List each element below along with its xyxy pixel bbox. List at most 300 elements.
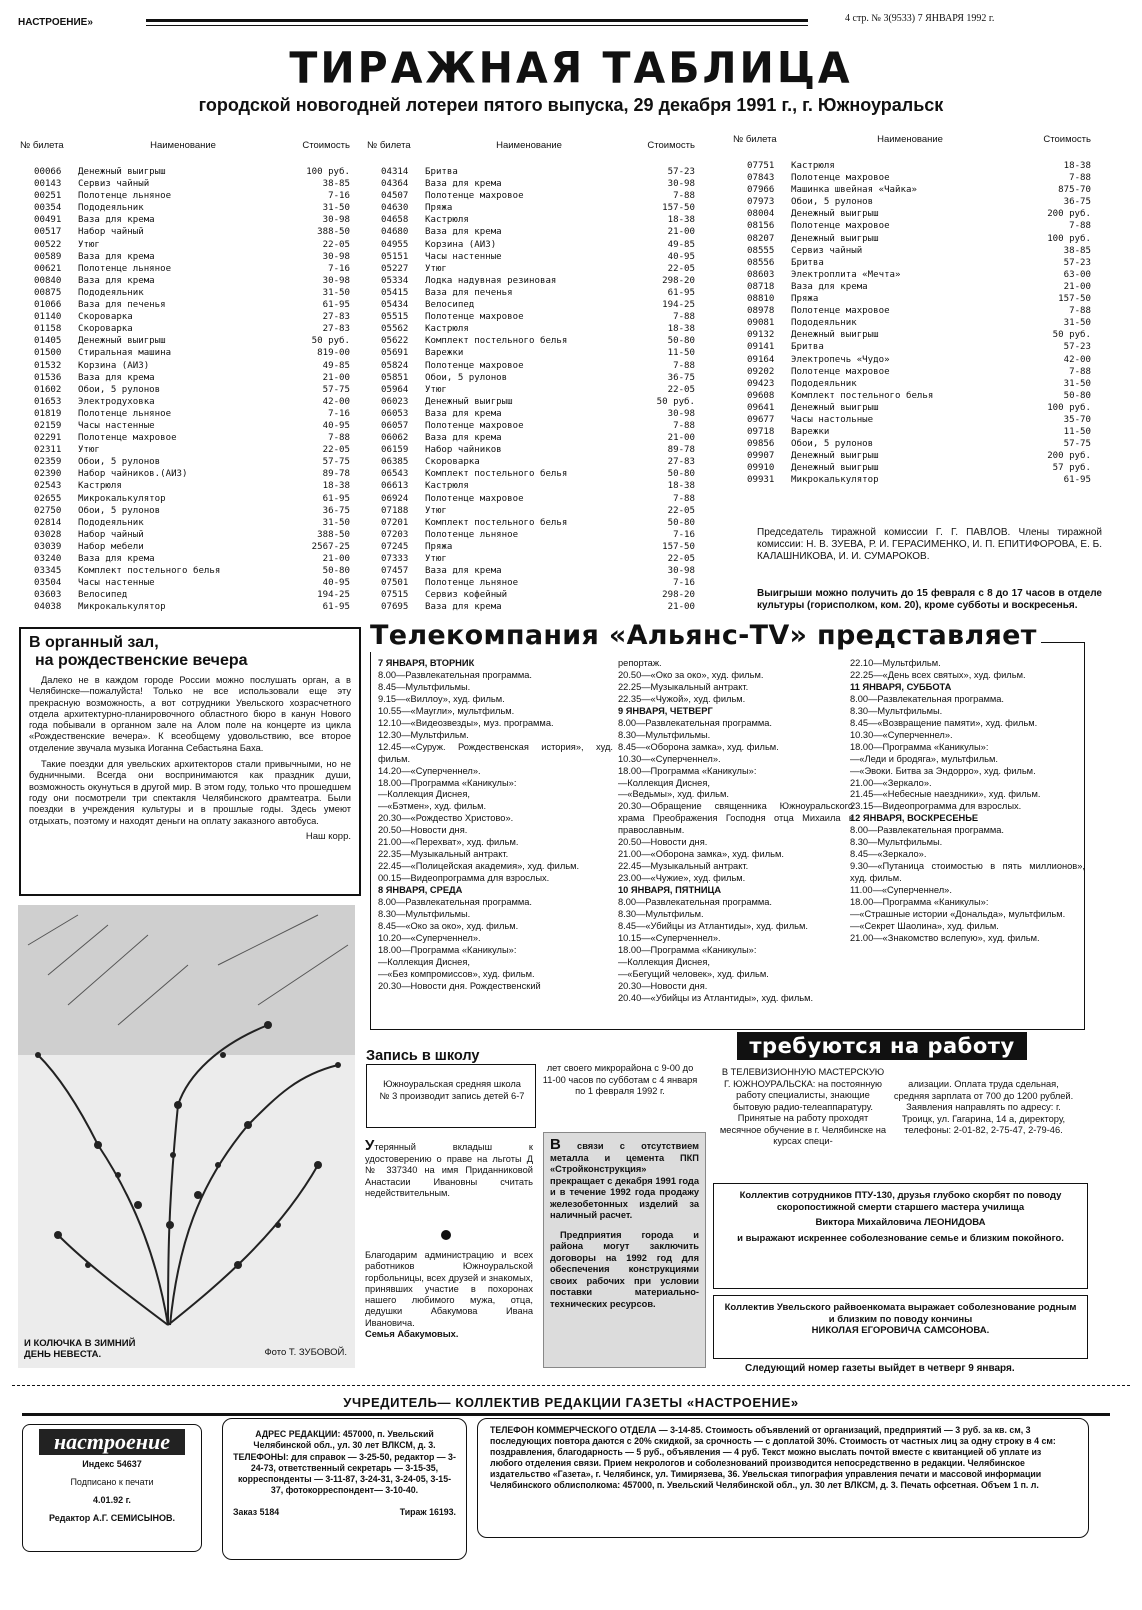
prize-price: 50-80	[667, 469, 695, 480]
tv-program-line: 18.00—Программа «Каникулы»:	[618, 944, 757, 955]
prize-name: Часы настенные	[78, 420, 155, 431]
newspaper-name: НАСТРОЕНИЕ»	[18, 17, 93, 28]
prize-price: 21-00	[667, 433, 695, 444]
tv-program-line: 21.00—«Перехват», худ. фильм.	[378, 837, 519, 848]
prize-name: Скороварка	[425, 457, 480, 468]
prize-price: 27-83	[322, 312, 350, 323]
lottery-header-ticket: № билета	[20, 140, 64, 151]
prize-price: 38-85	[1063, 245, 1091, 256]
ticket-number: 08603	[747, 269, 775, 280]
organ-signature: Наш корр.	[305, 830, 351, 842]
tv-program-line: 8.45—Мультфильмы.	[378, 681, 471, 692]
tv-program-line: 20.30—Новости дня. Рождественский	[378, 980, 541, 991]
prize-price: 57-75	[322, 384, 350, 395]
prize-name: Комплект постельного белья	[78, 566, 221, 577]
ticket-number: 07457	[381, 566, 409, 577]
ticket-number: 03240	[34, 554, 62, 564]
lottery-header	[733, 134, 1091, 160]
lottery-row	[20, 408, 350, 420]
ticket-number: 09641	[747, 402, 775, 413]
organ-paragraph-2: Такие поездки для увельских архитекторов стали привычными, но не будничными. Всегда они воспринимаются как праздник души, возможность окунуться в другой мир. В этом году, только что прошедшем году они посмотрели три спектакля Челябинского драмтеатра. Были поездки в учреждения культуры и в прошлые годы. Здесь умеют отдыхать, поэтому и находят деньги на оплату заказного автобуса.	[29, 759, 351, 826]
prize-price: 298-20	[662, 275, 695, 286]
lottery-header-price: Стоимость	[302, 140, 350, 151]
ticket-number: 03504	[34, 578, 62, 589]
prize-name: Полотенце махровое	[791, 173, 890, 184]
prize-name: Стиральная машина	[78, 348, 172, 359]
lottery-row	[733, 172, 1091, 184]
metal-paragraph-2: Предприятия города и района могут заключить договоры на 1992 год для обеспечения конструкциями своих рабочих при условии поставки материально-технических ресурсов.	[550, 1229, 699, 1309]
ticket-number: 02390	[34, 469, 62, 480]
tv-program-line: 18.00—Программа «Каникулы»:	[378, 944, 517, 955]
lottery-row	[20, 178, 350, 190]
lottery-row	[367, 275, 695, 287]
prize-price: 7-88	[1069, 366, 1091, 377]
tv-title: Телекомпания «Альянс-TV» представляет	[366, 620, 1041, 652]
bullet-dot	[441, 1230, 451, 1240]
prize-price: 22-05	[667, 554, 695, 564]
tv-program-line: 21.00—«Знакомство вслепую», худ. фильм.	[850, 932, 1040, 943]
prize-name: Ваза для крема	[425, 179, 502, 190]
tv-program-line: 20.40—«Убийцы из Атлантиды», худ. фильм.	[618, 992, 814, 1003]
tv-program-line: —«Ведьмы», худ. фильм.	[618, 789, 729, 800]
jobs-text-left: В ТЕЛЕВИЗИОННУЮ МАСТЕРСКУЮ Г. ЮЖНОУРАЛЬСКА: на постоянную работу специалисты, знающие бытовую радио-телеаппаратуру. Принятые на работу проходят месячное обучение в г. Челябинске на курсах специ-	[719, 1067, 887, 1146]
lottery-row	[733, 329, 1091, 341]
lottery-row	[367, 420, 695, 432]
newspaper-logo: настроение	[39, 1429, 185, 1455]
ticket-number: 02543	[34, 481, 62, 492]
masthead-rule	[146, 19, 808, 26]
tv-program-line: 00.15—Видеопрограмма для взрослых.	[378, 873, 550, 884]
ticket-number: 01500	[34, 348, 62, 359]
tv-program-line: 18.00—Программа «Каникулы»:	[378, 777, 517, 788]
photo-credit: Фото Т. ЗУБОВОЙ.	[264, 1346, 347, 1358]
prize-price: 11-50	[667, 348, 695, 359]
lottery-row	[367, 178, 695, 190]
prize-name: Кастрюля	[78, 481, 122, 492]
prize-name: Денежный выигрыш	[791, 233, 879, 244]
lottery-row	[20, 239, 350, 251]
prize-price: 157-50	[662, 541, 695, 552]
plant-illustration	[18, 905, 355, 1368]
prize-price: 50-80	[1063, 390, 1091, 401]
ticket-number: 09202	[747, 366, 775, 377]
prize-name: Комплект постельного белья	[425, 336, 568, 347]
commission-text: Председатель тиражной комиссии Г. Г. ПАВЛОВ. Члены тиражной комиссии: Н. В. ЗУЕВА, Р. И. ГЕРАСИМЕНКО, И. П. ЕПИТИФОРОВА, Е. Б. КАЛАШНИКОВА, И. И. СУМАРОКОВ.	[757, 527, 1102, 562]
prize-name: Корзина (АИЗ)	[78, 360, 150, 371]
prize-price: 7-88	[673, 420, 695, 431]
organ-paragraph-1: Далеко не в каждом городе России можно послушать орган, а в Челябинске—пожалуйста! Только не все использовали еще эту прекрасную возможность, а вот сотрудники Увельского хозрасчетного отдела архитектурно-планировочного областного бюро в канун Нового года побывали в органном зале на Алом поле на концерте из цикла «Рождественские вечера». К всеобщему удовольствию, все второе отделение звучала музыка Иоганна Себастьяна Баха.	[29, 675, 351, 753]
ticket-number: 00522	[34, 239, 62, 250]
ticket-number: 06543	[381, 469, 409, 480]
prize-name: Денежный выигрыш	[791, 402, 879, 413]
prize-name: Полотенце льняное	[425, 578, 519, 589]
ticket-number: 00491	[34, 215, 62, 226]
lottery-row	[733, 233, 1091, 245]
ticket-number: 00621	[34, 263, 62, 274]
prize-name: Ваза для крема	[425, 566, 502, 577]
lottery-row	[20, 444, 350, 456]
prize-price: 36-75	[667, 372, 695, 383]
prize-price: 30-98	[667, 179, 695, 190]
ticket-number: 07333	[381, 554, 409, 564]
lottery-row	[367, 480, 695, 492]
lottery-row	[367, 577, 695, 589]
lottery-row	[367, 565, 695, 577]
tv-program-line: 14.20—«Суперченнел».	[378, 765, 481, 776]
prize-price: 30-98	[667, 566, 695, 577]
lottery-row	[20, 396, 350, 408]
lottery-row	[367, 299, 695, 311]
jobs-text-right: ализации. Оплата труда сдельная, средняя зарплата от 700 до 1200 рублей. Заявления направлять по адресу: г. Троицк, ул. Гагарина, 14 а, директору, телефоны: 2-01-82, 2-75-47, 2-79-46.	[893, 1079, 1074, 1135]
prize-name: Ваза для крема	[791, 281, 868, 292]
prize-name: Микрокалькулятор	[78, 602, 166, 613]
prize-name: Часы настенные	[78, 578, 155, 589]
ticket-number: 04038	[34, 602, 62, 613]
lottery-row	[20, 577, 350, 589]
ticket-number: 05515	[381, 312, 409, 323]
ticket-number: 07695	[381, 602, 409, 613]
prize-price: 18-38	[667, 324, 695, 335]
prize-price: 40-95	[322, 420, 350, 431]
lottery-row	[367, 553, 695, 565]
tv-program-line: 8.00—Развлекательная программа.	[378, 897, 533, 908]
prize-price: 22-05	[322, 445, 350, 456]
prize-name: Электропечь «Чудо»	[791, 354, 890, 365]
prize-price: 200 руб.	[1047, 209, 1091, 220]
prize-name: Скороварка	[78, 324, 133, 335]
prize-name: Денежный выигрыш	[791, 330, 879, 341]
prize-name: Утюг	[425, 263, 447, 274]
prize-price: 100 руб.	[1047, 233, 1091, 244]
tv-program-line: 8.30—Мультфильм.	[618, 909, 704, 920]
tv-program-line: 8.00—Развлекательная программа.	[378, 669, 533, 680]
prize-price: 61-95	[667, 287, 695, 298]
lottery-row	[20, 166, 350, 178]
prize-price: 7-88	[673, 360, 695, 371]
lottery-row	[20, 287, 350, 299]
tv-program-line: 18.00—Программа «Каникулы»:	[850, 741, 989, 752]
prize-price: 89-78	[667, 445, 695, 456]
lottery-row	[733, 354, 1091, 366]
prize-name: Пододеяльник	[78, 287, 144, 298]
prize-name: Корзина (АИЗ)	[425, 239, 497, 250]
ticket-number: 03345	[34, 566, 62, 577]
tv-program-line: 11.00—«Суперченнел».	[850, 885, 952, 896]
metal-dropcap: В	[550, 1136, 561, 1153]
tv-program-line: 8.45—«Око за око», худ. фильм.	[378, 920, 519, 931]
lottery-row	[20, 565, 350, 577]
lottery-title: ТИРАЖНАЯ ТАБЛИЦА	[289, 42, 853, 94]
prize-name: Ваза для крема	[425, 408, 502, 419]
lottery-row	[733, 293, 1091, 305]
lottery-row	[20, 553, 350, 565]
lottery-row	[367, 589, 695, 601]
lottery-row	[20, 202, 350, 214]
prize-price: 18-38	[1063, 161, 1091, 171]
prize-price: 2567-25	[311, 541, 350, 552]
tv-program-line: 8.00—Развлекательная программа.	[618, 897, 773, 908]
lottery-row	[20, 299, 350, 311]
lottery-row	[20, 601, 350, 613]
tv-day-heading: 7 ЯНВАРЯ, ВТОРНИК	[378, 658, 475, 668]
prize-name: Ваза для крема	[78, 275, 155, 286]
condolence-2-name: НИКОЛАЯ ЕГОРОВИЧА САМСОНОВА.	[811, 1325, 990, 1336]
organ-article	[19, 627, 361, 896]
prize-name: Пододеяльник	[78, 203, 144, 214]
ticket-number: 01066	[34, 300, 62, 311]
lottery-row	[367, 601, 695, 613]
prize-name: Денежный выигрыш	[791, 209, 879, 220]
ticket-number: 01653	[34, 396, 62, 407]
prize-price: 22-05	[667, 384, 695, 395]
ticket-number: 09423	[747, 378, 775, 389]
prize-name: Кастрюля	[425, 215, 469, 226]
prize-price: 61-95	[322, 300, 350, 311]
prize-price: 31-50	[322, 203, 350, 214]
tv-program-line: 10.20—«Суперченнел».	[378, 932, 481, 943]
prize-name: Утюг	[78, 239, 100, 250]
prize-name: Обои, 5 рулонов	[791, 439, 874, 450]
print-run: Тираж 16193.	[399, 1506, 456, 1517]
ticket-number: 02159	[34, 420, 62, 431]
prize-price: 50-80	[667, 517, 695, 528]
ticket-number: 06053	[381, 408, 409, 419]
lottery-row	[367, 456, 695, 468]
tv-program-line: 8.45—«Оборона замка», худ. фильм.	[618, 741, 779, 752]
school-text-1: Южноуральская средняя школа № 3 производит запись детей 6-7	[366, 1064, 536, 1128]
prize-name: Обои, 5 рулонов	[791, 197, 874, 208]
prize-name: Ваза для крема	[425, 433, 502, 444]
lottery-row	[20, 251, 350, 263]
tv-program-line: 8.00—Развлекательная программа.	[618, 717, 773, 728]
prize-price: 18-38	[322, 481, 350, 492]
tv-program-line: —«Страшные истории «Дональда», мультфильм.	[850, 909, 1066, 920]
tv-program-line: 20.50—Новости дня.	[378, 825, 468, 836]
prize-price: 89-78	[322, 469, 350, 480]
lottery-row	[367, 263, 695, 275]
prize-name: Микрокалькулятор	[791, 475, 879, 486]
prize-name: Сервиз кофейный	[425, 590, 508, 601]
prize-name: Утюг	[425, 505, 447, 516]
lottery-row	[367, 239, 695, 251]
lottery-row	[367, 311, 695, 323]
lottery-row	[733, 160, 1091, 172]
prize-price: 57-75	[322, 457, 350, 468]
lottery-row	[733, 462, 1091, 474]
lottery-row	[733, 220, 1091, 232]
lottery-row	[367, 347, 695, 359]
school-text-2: лет своего микрорайона с 9-00 до 11-00 часов по субботам с 4 января по 1 февраля 1992 г.	[542, 1063, 698, 1096]
lottery-row	[20, 384, 350, 396]
lottery-row	[733, 208, 1091, 220]
ticket-number: 02291	[34, 433, 62, 444]
ticket-number: 07245	[381, 541, 409, 552]
signed-to-print: Подписано к печати	[70, 1477, 154, 1487]
ticket-number: 05415	[381, 287, 409, 298]
ticket-number: 01405	[34, 336, 62, 347]
lottery-row	[367, 432, 695, 444]
condolence-1	[713, 1183, 1088, 1289]
tv-column-2	[618, 658, 853, 1030]
tv-program-line: 10.55—«Маугли», мультфильм.	[378, 705, 515, 716]
tv-program-line: 8.30—Мультфильмы.	[378, 909, 471, 920]
lottery-row	[20, 335, 350, 347]
prize-price: 7-16	[328, 263, 350, 274]
lottery-header-price: Стоимость	[1043, 134, 1091, 145]
tv-program-line: 22.25—Музыкальный антракт.	[618, 681, 749, 692]
ticket-number: 03028	[34, 529, 62, 540]
ticket-number: 08156	[747, 221, 775, 232]
prize-price: 30-98	[322, 215, 350, 226]
ticket-number: 05824	[381, 360, 409, 371]
prize-price: 40-95	[667, 251, 695, 262]
ticket-number: 09141	[747, 342, 775, 353]
prize-price: 31-50	[1063, 318, 1091, 329]
ticket-number: 08004	[747, 209, 775, 220]
prize-name: Ваза для крема	[425, 227, 502, 238]
tv-day-heading: 9 ЯНВАРЯ, ЧЕТВЕРГ	[618, 705, 713, 716]
prize-name: Полотенце льняное	[78, 263, 172, 274]
lottery-row	[20, 311, 350, 323]
prize-name: Полотенце махровое	[791, 221, 890, 232]
photo-caption-line-1: И КОЛЮЧКА В ЗИМНИЙ	[24, 1338, 136, 1349]
prize-price: 31-50	[1063, 378, 1091, 389]
tv-program-line: 10.15—«Суперченнел».	[618, 932, 721, 943]
lottery-row	[733, 450, 1091, 462]
prize-price: 7-16	[673, 578, 695, 589]
condolence-2	[713, 1295, 1088, 1359]
ticket-number: 09132	[747, 330, 775, 341]
tv-program-line: —«Эвоки. Битва за Эндорро», худ. фильм.	[850, 765, 1036, 776]
prize-price: 7-88	[328, 433, 350, 444]
lottery-row	[733, 402, 1091, 414]
tv-program-line: репортаж.	[618, 658, 662, 668]
lottery-header	[367, 140, 695, 166]
tv-program-line: 9.30—«Путаница стоимостью в пять миллионов», худ. фильм.	[850, 861, 1085, 884]
lottery-row	[733, 305, 1091, 317]
prize-name: Полотенце махровое	[425, 493, 524, 504]
ticket-number: 07201	[381, 517, 409, 528]
ticket-number: 08718	[747, 281, 775, 292]
ticket-number: 01819	[34, 408, 62, 419]
ticket-number: 03603	[34, 590, 62, 601]
school-title: Запись в школу	[366, 1048, 480, 1064]
organ-title-1: В органный зал,	[29, 634, 159, 651]
prize-name: Пряжа	[425, 203, 453, 214]
signed-date: 4.01.92 г.	[93, 1495, 131, 1505]
prize-name: Ваза для крема	[78, 554, 155, 564]
prize-name: Скороварка	[78, 312, 133, 323]
prize-price: 194-25	[662, 300, 695, 311]
prize-name: Варежки	[425, 348, 464, 359]
prize-price: 7-88	[673, 312, 695, 323]
prize-name: Часы настенные	[425, 251, 502, 262]
lost-dropcap: У	[365, 1137, 375, 1154]
prize-price: 194-25	[317, 590, 350, 601]
ticket-number: 09856	[747, 439, 775, 450]
condolence-1-end: и выражают искреннее соболезнование семье и близким покойного.	[737, 1232, 1064, 1244]
lottery-row	[733, 196, 1091, 208]
ticket-number: 02750	[34, 505, 62, 516]
ticket-number: 05851	[381, 372, 409, 383]
ticket-number: 05691	[381, 348, 409, 359]
prize-name: Велосипед	[425, 300, 475, 311]
prize-price: 21-00	[667, 602, 695, 613]
lottery-row	[733, 414, 1091, 426]
prize-name: Ваза для печенья	[425, 287, 513, 298]
lottery-row	[367, 226, 695, 238]
lottery-row	[367, 529, 695, 541]
lottery-row	[20, 456, 350, 468]
prize-name: Обои, 5 рулонов	[425, 372, 508, 383]
prize-price: 7-88	[673, 191, 695, 202]
tv-program-line: 22.35—Музыкальный антракт.	[378, 849, 509, 860]
ticket-number: 04364	[381, 179, 409, 190]
ticket-number: 07203	[381, 529, 409, 540]
ticket-number: 05562	[381, 324, 409, 335]
prize-name: Набор мебели	[78, 541, 144, 552]
prize-price: 21-00	[667, 227, 695, 238]
prize-name: Ваза для крема	[78, 372, 155, 383]
ticket-number: 02359	[34, 457, 62, 468]
prize-price: 18-38	[667, 481, 695, 492]
ticket-number: 00251	[34, 191, 62, 202]
ticket-number: 09718	[747, 427, 775, 438]
lottery-row	[367, 505, 695, 517]
prize-price: 21-00	[1063, 281, 1091, 292]
ticket-number: 07515	[381, 590, 409, 601]
prize-price: 42-00	[322, 396, 350, 407]
prize-name: Денежный выигрыш	[78, 167, 166, 177]
ticket-number: 08978	[747, 306, 775, 317]
tv-program-line: 8.45—«Зеркало».	[850, 849, 927, 860]
ticket-number: 01140	[34, 312, 62, 323]
prize-name: Денежный выигрыш	[791, 463, 879, 474]
winter-plant-photo	[18, 905, 355, 1368]
prize-price: 11-50	[1063, 427, 1091, 438]
condolence-1-name: Виктора Михайловича ЛЕОНИДОВА	[815, 1217, 986, 1228]
lottery-row	[367, 323, 695, 335]
ticket-number: 00143	[34, 179, 62, 190]
ticket-number: 00354	[34, 203, 62, 214]
prize-name: Ваза для крема	[78, 215, 155, 226]
tv-program-line: 10.30—«Суперченнел».	[850, 729, 953, 740]
lottery-header-price: Стоимость	[647, 140, 695, 151]
tv-program-line: 18.00—Программа «Каникулы»:	[618, 765, 757, 776]
ticket-number: 02655	[34, 493, 62, 504]
tv-day-heading: 11 ЯНВАРЯ, СУББОТА	[850, 681, 952, 692]
prize-price: 50 руб.	[311, 336, 350, 347]
prize-price: 35-70	[1063, 414, 1091, 425]
prize-name: Лодка надувная резиновая	[425, 275, 557, 286]
tv-program-line: 8.00—Развлекательная программа.	[850, 693, 1005, 704]
tv-program-line: 9.15—«Виллоу», худ. фильм.	[378, 693, 505, 704]
prize-price: 157-50	[662, 203, 695, 214]
tv-program-line: 8.30—Мультфильмы.	[850, 705, 943, 716]
lottery-header-name: Наименование	[150, 140, 216, 151]
prize-name: Часы настольные	[791, 414, 874, 425]
lottery-row	[367, 372, 695, 384]
tv-program-line: —«Леди и бродяга», мультфильм.	[850, 753, 998, 764]
prize-name: Набор чайный	[78, 227, 144, 238]
prize-name: Ваза для крема	[78, 251, 155, 262]
prize-name: Пододеяльник	[791, 318, 857, 329]
organ-title-2: на рождественские вечера	[35, 652, 248, 669]
lottery-row	[733, 378, 1091, 390]
ticket-number: 05334	[381, 275, 409, 286]
prize-price: 7-16	[673, 529, 695, 540]
prize-price: 22-05	[667, 263, 695, 274]
